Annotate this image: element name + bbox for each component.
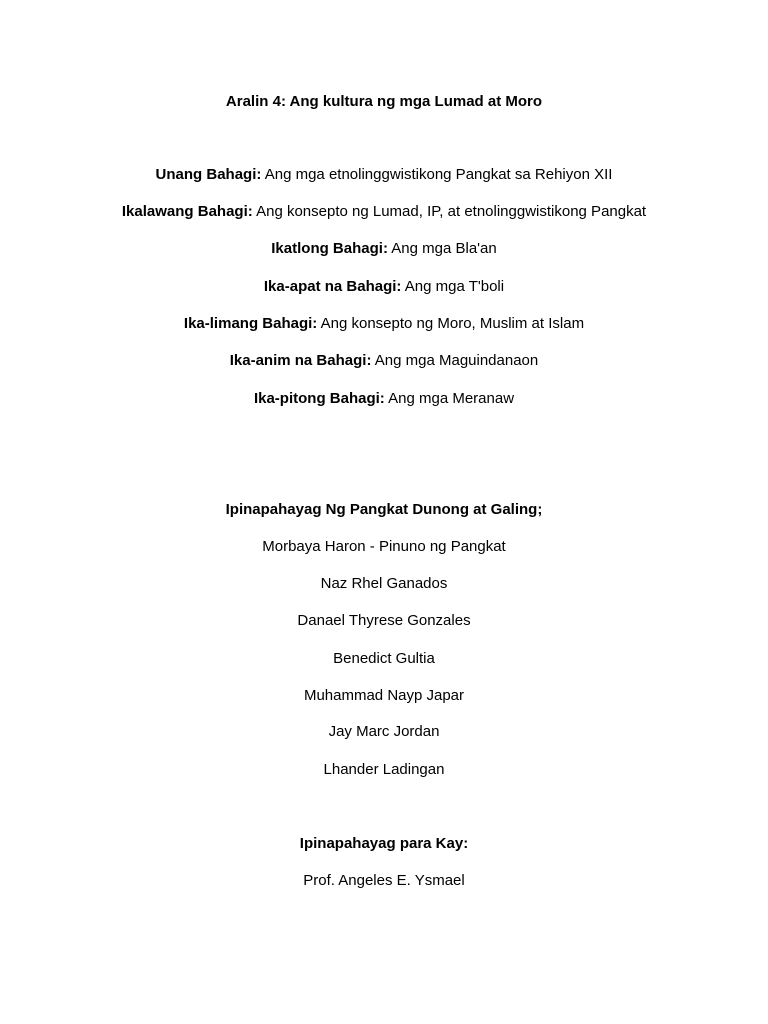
recipient-name: Prof. Angeles E. Ysmael [303, 872, 465, 889]
part-text: Ang mga Meranaw [388, 390, 515, 407]
part-item [0, 166, 768, 184]
part-item [0, 240, 768, 258]
part-label: Ikalawang Bahagi: [121, 203, 253, 220]
part-label: Ikatlong Bahagi: [271, 240, 388, 257]
part-text: Ang konsepto ng Moro, Muslim at Islam [320, 315, 585, 332]
member-name: Morbaya Haron - Pinuno ng Pangkat [262, 538, 506, 555]
part-label: Ika-pitong Bahagi: [253, 390, 385, 407]
part-item [0, 390, 768, 408]
part-label: Ika-apat na Bahagi: [263, 278, 402, 295]
part-item [0, 203, 768, 221]
lesson-title: Aralin 4: Ang kultura ng mga Lumad at Moro [225, 93, 543, 110]
part-text: Ang konsepto ng Lumad, IP, at etnolinggwistikong Pangkat [256, 203, 647, 220]
member-name: Muhammad Nayp Japar [303, 687, 465, 704]
part-label: Ika-anim na Bahagi: [229, 352, 372, 369]
part-text: Ang mga T'boli [404, 278, 505, 295]
part-text: Ang mga Maguindanaon [374, 352, 539, 369]
member-name: Naz Rhel Ganados [320, 575, 448, 592]
part-item [0, 278, 768, 296]
member-name: Benedict Gultia [333, 650, 435, 667]
part-text: Ang mga Bla'an [391, 240, 497, 257]
recipient-heading: Ipinapahayag para Kay: [299, 835, 469, 852]
part-item [0, 352, 768, 370]
member-name: Danael Thyrese Gonzales [297, 612, 471, 629]
part-label: Ika-limang Bahagi: [183, 315, 318, 332]
group-heading: Ipinapahayag Ng Pangkat Dunong at Galing; [225, 501, 543, 518]
part-label: Unang Bahagi: [155, 166, 262, 183]
part-text: Ang mga etnolinggwistikong Pangkat sa Rehiyon XII [264, 166, 613, 183]
part-item [0, 315, 768, 333]
member-name: Jay Marc Jordan [328, 723, 440, 740]
member-name: Lhander Ladingan [323, 761, 445, 778]
